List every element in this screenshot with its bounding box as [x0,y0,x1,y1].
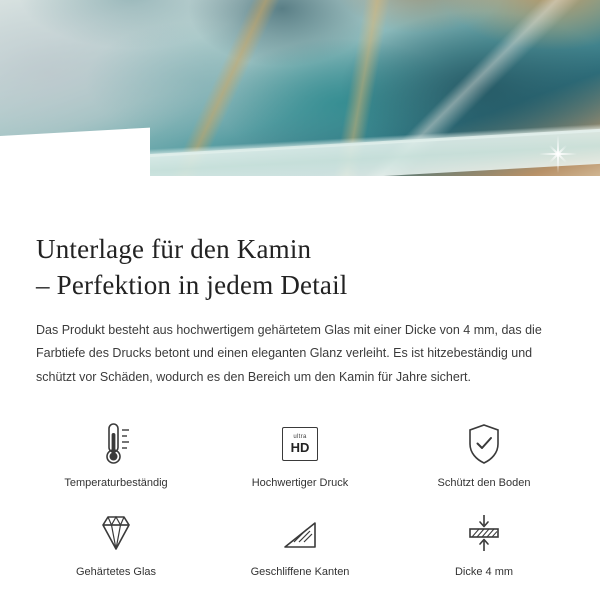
feature-label: Gehärtetes Glas [75,565,157,578]
feature-label: Temperaturbeständig [64,476,168,489]
feature-item-thickness [392,504,576,589]
feature-label: Geschliffene Kanten [250,565,350,578]
feature-item-temperature [24,415,208,500]
feature-label: Hochwertiger Druck [251,476,349,489]
feature-item-tempered-glass [24,504,208,589]
thermometer-icon [96,421,136,467]
description-paragraph: Das Produkt besteht aus hochwertigem gehärtetem Glas mit einer Dicke von 4 mm, das die Farbtiefe des Drucks betont und einen eleganten Glanz verleiht. Es ist hitzebeständig und schützt vor Schäden, wodurch es den Bereich um den Kamin für Jahre sichert. [36,323,542,384]
sparkle-icon [538,134,578,174]
ultra-hd-badge-main: HD [290,439,310,455]
feature-item-print-quality [208,415,392,500]
feature-label: Dicke 4 mm [454,565,514,578]
page-title [36,232,564,303]
hero-image [0,0,600,210]
hero-bottom-mask [0,176,600,210]
page-title-line-1: Unterlage für den Kamin [36,234,312,264]
feature-label: Schützt den Boden [437,476,531,489]
diamond-icon [93,510,139,556]
polished-edges-icon [279,510,321,556]
page-title-line-2: – Perfektion in jedem Detail [36,269,348,300]
feature-item-polished-edges [208,504,392,589]
text-content [0,210,600,389]
thickness-icon [463,510,505,556]
shield-check-icon [463,421,505,467]
feature-item-floor-protection [392,415,576,500]
ultra-hd-icon [282,421,318,467]
feature-grid [0,415,600,590]
ultra-hd-badge-top: ultra [293,433,307,440]
